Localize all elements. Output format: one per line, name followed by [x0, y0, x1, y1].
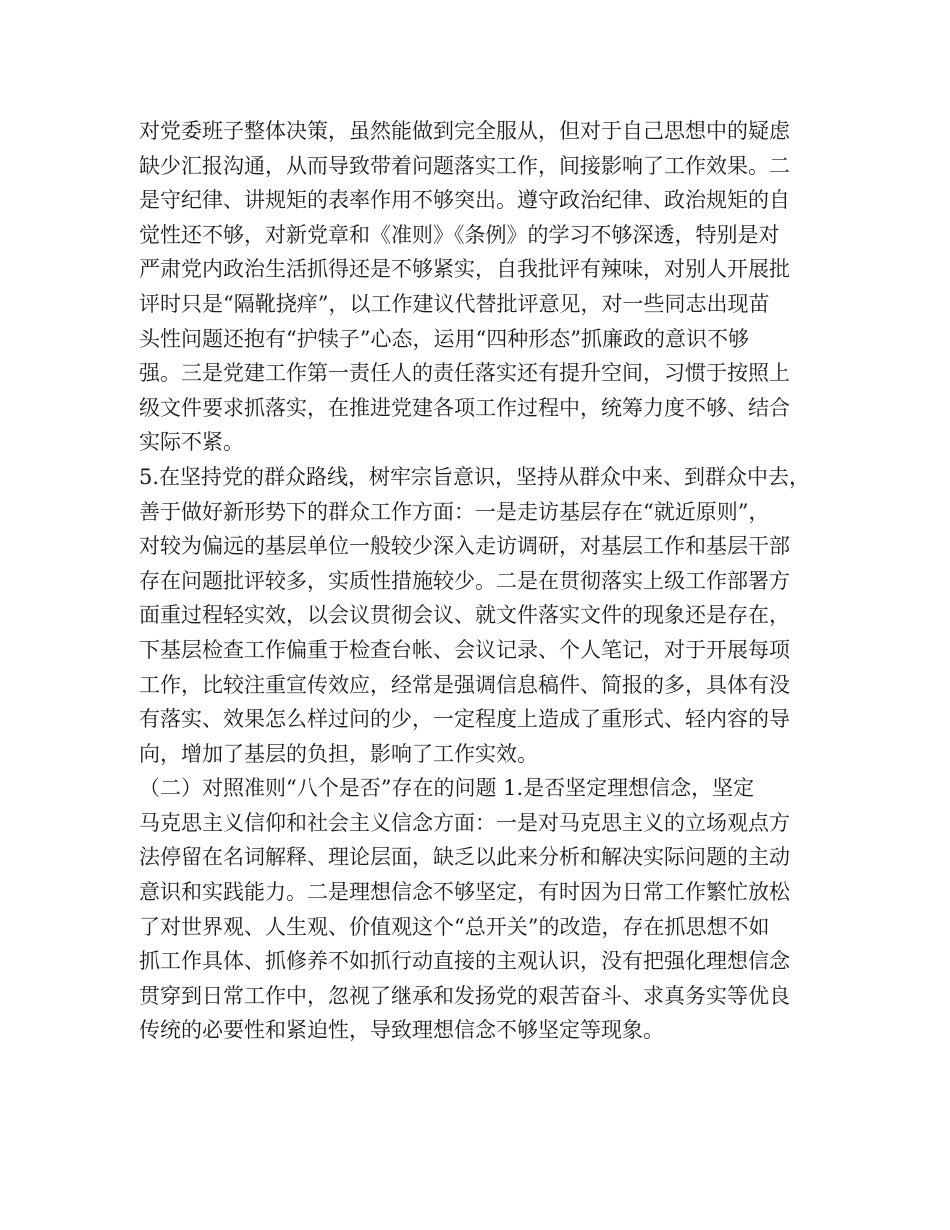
text-line: 评时只是“隔靴挠痒”，以工作建议代替批评意见，对一些同志出现苗: [139, 291, 770, 316]
text-line: 传统的必要性和紧迫性，导致理想信念不够坚定等现象。: [139, 1018, 664, 1043]
text-line: 法停留在名词解释、理论层面，缺乏以此来分析和解决实际问题的主动: [139, 845, 790, 870]
text-line: 存在问题批评较多，实质性措施较少。二是在贯彻落实上级工作部署方: [139, 568, 790, 593]
body-text: [139, 114, 819, 1048]
text-line: 对党委班子整体决策，虽然能做到完全服从，但对于自己思想中的疑虑: [139, 119, 790, 143]
text-line: 贯穿到日常工作中，忽视了继承和发扬党的艰苦奋斗、求真务实等优良: [139, 983, 790, 1008]
text-line: 觉性还不够，对新党章和《准则》《条例》的学习不够深透，特别是对: [139, 222, 780, 247]
text-line: 向，增加了基层的负担，影响了工作实效。: [139, 741, 538, 766]
text-line: 下基层检查工作偏重于检查台帐、会议记录、个人笔记，对于开展每项: [139, 637, 790, 662]
text-line: 面重过程轻实效，以会议贯彻会议、就文件落实文件的现象还是存在，: [139, 603, 790, 628]
text-line: 善于做好新形势下的群众工作方面：一是走访基层存在“就近原则”，: [139, 499, 770, 524]
text-line: 抓工作具体、抓修养不如抓行动直接的主观认识，没有把强化理想信念: [139, 949, 790, 974]
text-line: 缺少汇报沟通，从而导致带着问题落实工作，间接影响了工作效果。二: [139, 153, 790, 178]
text-line: 了对世界观、人生观、价值观这个“总开关”的改造，存在抓思想不如: [139, 914, 770, 939]
text-line: 实际不紧。: [139, 430, 244, 455]
text-line: 强。三是党建工作第一责任人的责任落实还有提升空间，习惯于按照上: [139, 361, 790, 386]
text-line: 意识和实践能力。二是理想信念不够坚定，有时因为日常工作繁忙放松: [139, 880, 790, 905]
text-line: 头性问题还抱有“护犊子”心态，运用“四种形态”抓廉政的意识不够: [139, 326, 749, 351]
text-line: （二）对照准则“八个是否”存在的问题 1.是否坚定理想信念，坚定: [139, 776, 755, 801]
text-line: 5.在坚持党的群众路线，树牢宗旨意识，坚持从群众中来、到群众中去，: [139, 464, 811, 489]
text-line: 工作，比较注重宣传效应，经常是强调信息稿件、简报的多，具体有没: [139, 672, 790, 697]
text-line: 对较为偏远的基层单位一般较少深入走访调研，对基层工作和基层干部: [139, 534, 790, 559]
text-line: 级文件要求抓落实，在推进党建各项工作过程中，统筹力度不够、结合: [139, 395, 790, 420]
text-line: 严肃党内政治生活抓得还是不够紧实，自我批评有辣味，对别人开展批: [139, 257, 790, 282]
text-line: 有落实、效果怎么样过问的少，一定程度上造成了重形式、轻内容的导: [139, 707, 790, 732]
text-line: 马克思主义信仰和社会主义信念方面：一是对马克思主义的立场观点方: [139, 810, 790, 835]
text-line: 是守纪律、讲规矩的表率作用不够突出。遵守政治纪律、政治规矩的自: [139, 188, 790, 213]
